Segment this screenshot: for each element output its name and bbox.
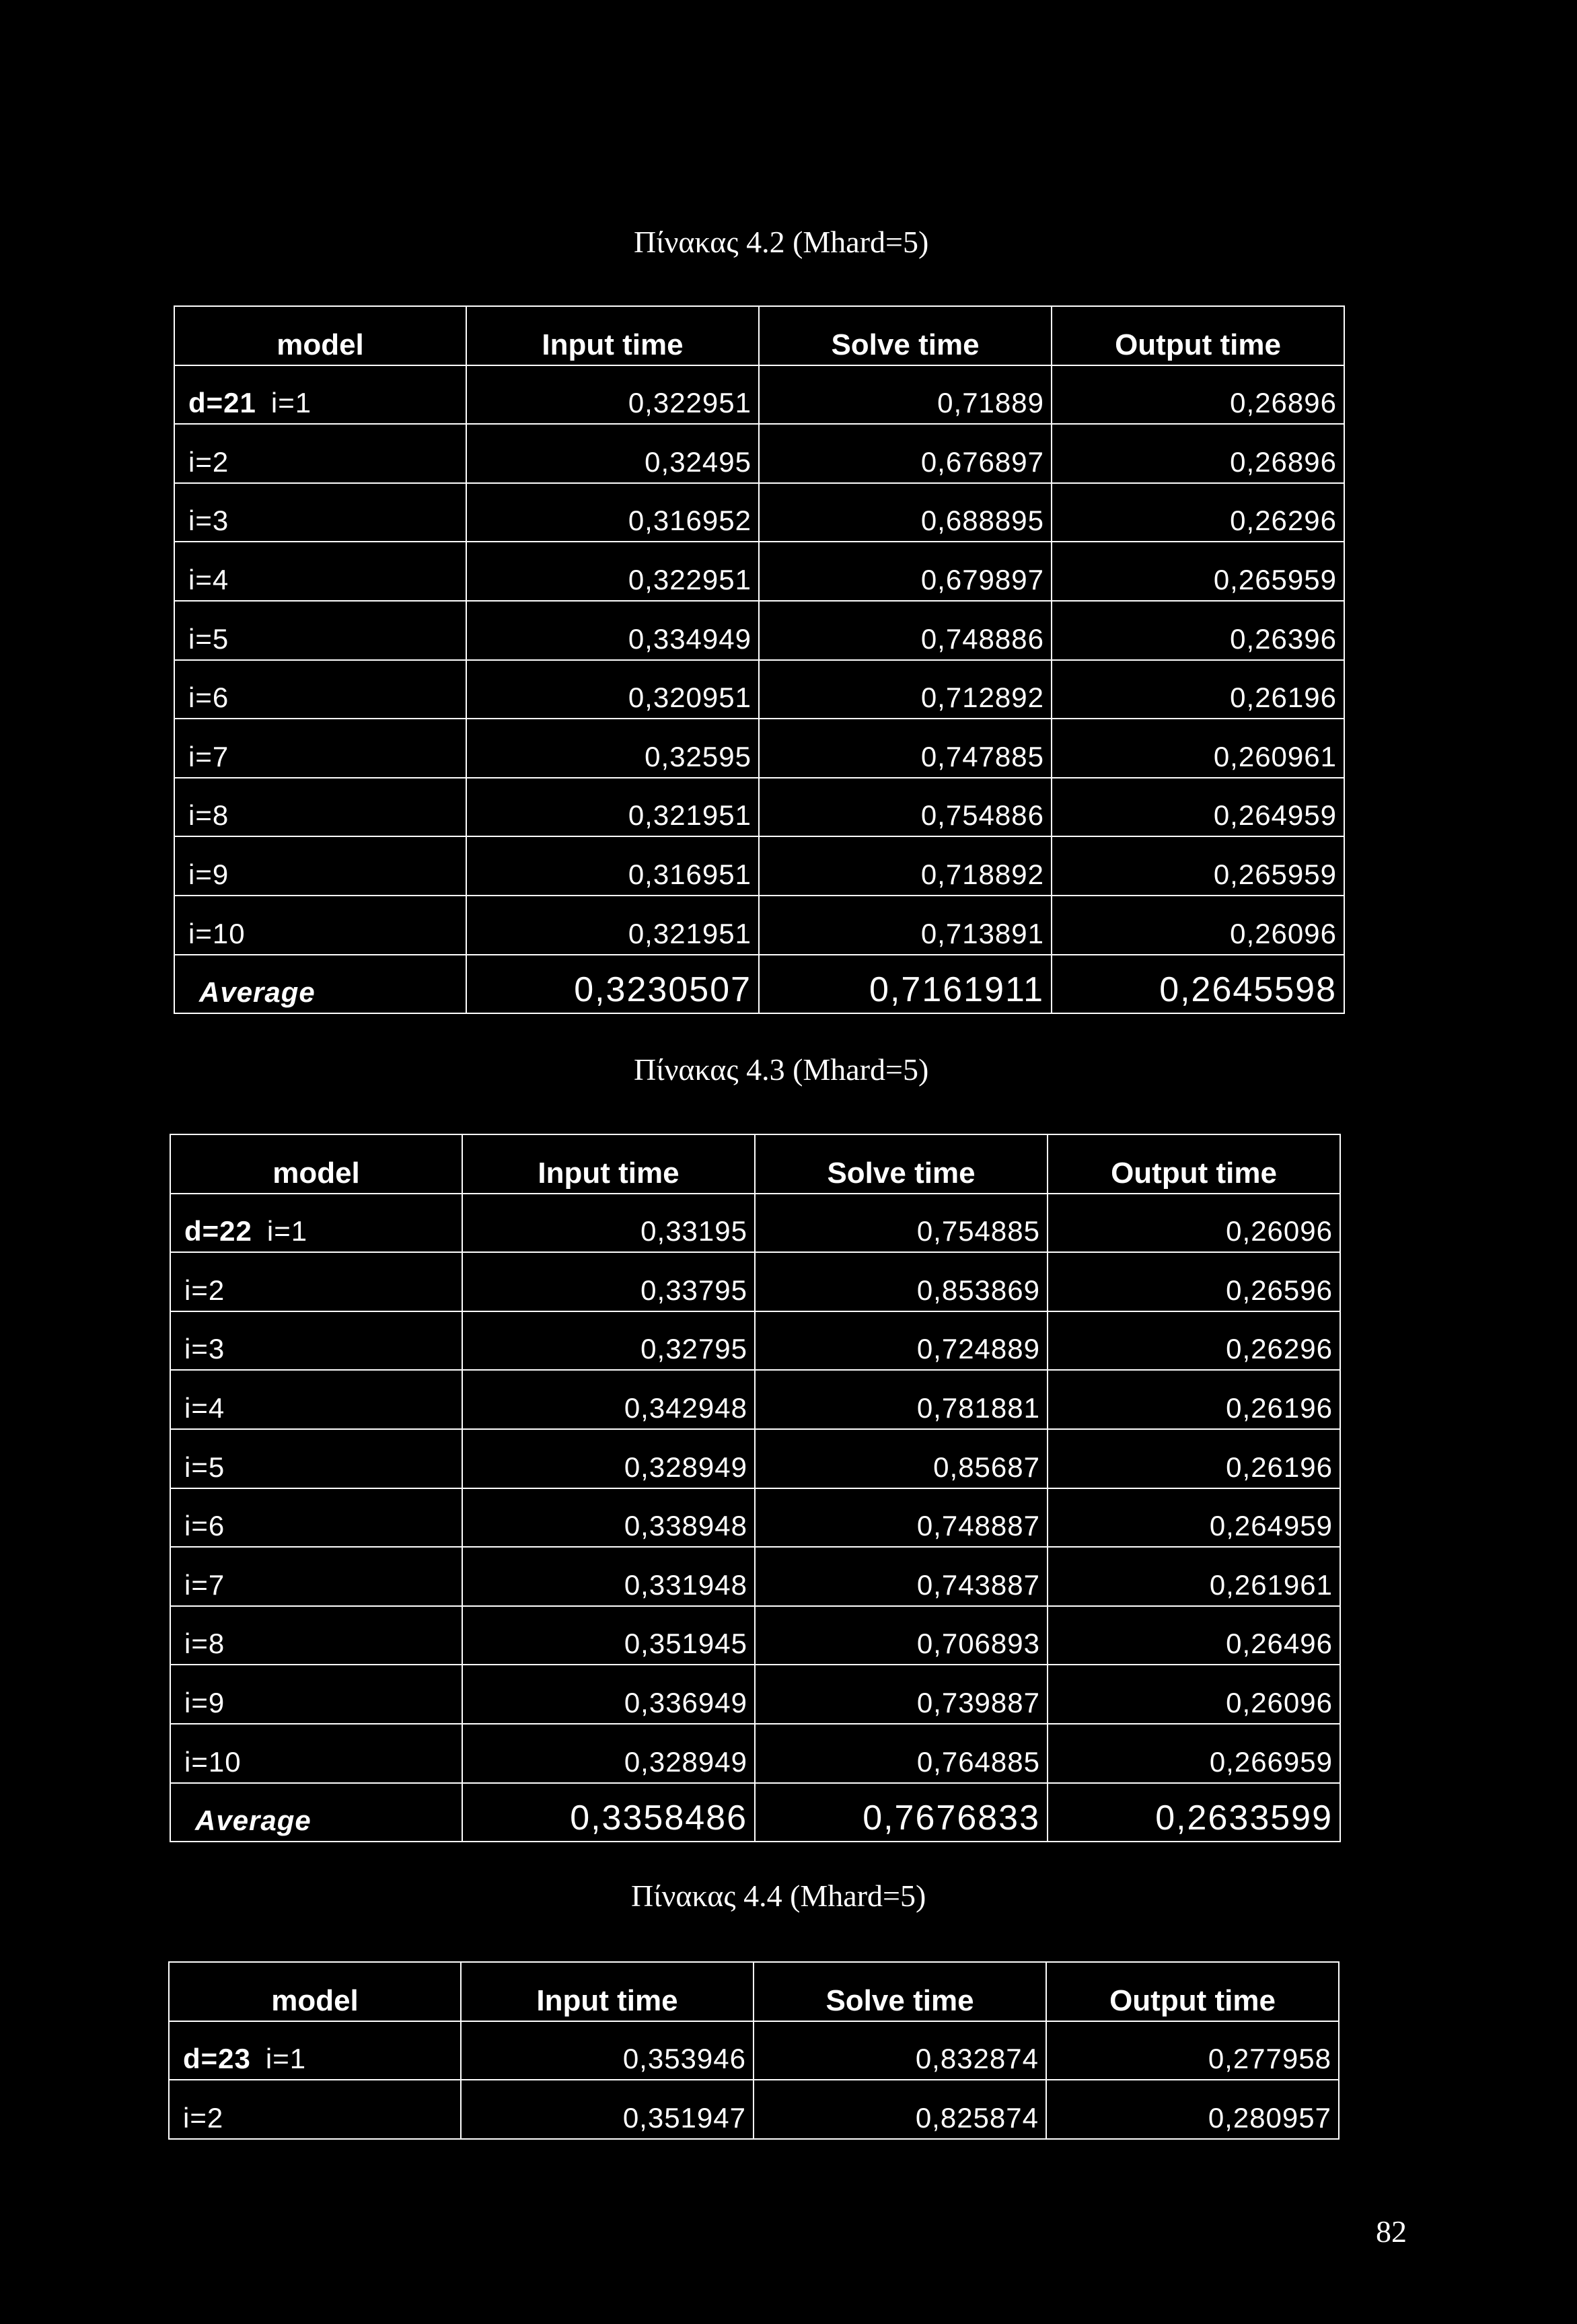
column-header-output-time: Output time bbox=[1046, 1962, 1339, 2021]
model-cell: i=5 bbox=[170, 1429, 462, 1488]
solve-time-cell: 0,754886 bbox=[759, 778, 1052, 837]
output-time-cell: 0,26196 bbox=[1048, 1429, 1340, 1488]
average-input-time: 0,3230507 bbox=[466, 955, 759, 1014]
model-cell: i=8 bbox=[170, 1606, 462, 1665]
iteration-label: i=1 bbox=[265, 2043, 307, 2075]
input-time-cell: 0,32495 bbox=[466, 424, 759, 483]
solve-time-cell: 0,71889 bbox=[759, 365, 1052, 425]
output-time-cell: 0,264959 bbox=[1048, 1488, 1340, 1548]
header-row bbox=[174, 306, 1344, 365]
output-time-cell: 0,26596 bbox=[1048, 1252, 1340, 1311]
model-cell: i=9 bbox=[174, 836, 466, 896]
average-row bbox=[170, 1783, 1340, 1842]
solve-time-cell: 0,712892 bbox=[759, 660, 1052, 719]
column-header-model: model bbox=[174, 306, 466, 365]
input-time-cell: 0,342948 bbox=[462, 1370, 755, 1429]
table-row bbox=[174, 660, 1344, 719]
table-row bbox=[170, 1194, 1340, 1253]
model-cell: i=7 bbox=[170, 1547, 462, 1606]
input-time-cell: 0,316951 bbox=[466, 836, 759, 896]
model-cell bbox=[174, 365, 466, 425]
column-header-input-time: Input time bbox=[466, 306, 759, 365]
output-time-cell: 0,277958 bbox=[1046, 2021, 1339, 2080]
page-number: 82 bbox=[1376, 2214, 1407, 2249]
table-row bbox=[174, 601, 1344, 660]
input-time-cell: 0,328949 bbox=[462, 1429, 755, 1488]
solve-time-cell: 0,676897 bbox=[759, 424, 1052, 483]
column-header-model: model bbox=[169, 1962, 461, 2021]
output-time-cell: 0,26296 bbox=[1052, 483, 1344, 542]
solve-time-cell: 0,853869 bbox=[755, 1252, 1048, 1311]
average-input-time: 0,3358486 bbox=[462, 1783, 755, 1842]
table-caption: Πίνακας 4.3 (Mhard=5) bbox=[634, 1052, 929, 1087]
model-cell: i=5 bbox=[174, 601, 466, 660]
solve-time-cell: 0,713891 bbox=[759, 896, 1052, 955]
average-label: Average bbox=[170, 1783, 462, 1842]
solve-time-cell: 0,832874 bbox=[754, 2021, 1046, 2080]
solve-time-cell: 0,781881 bbox=[755, 1370, 1048, 1429]
header-row bbox=[170, 1134, 1340, 1194]
table-row bbox=[174, 483, 1344, 542]
table-row bbox=[170, 1429, 1340, 1488]
input-time-cell: 0,328949 bbox=[462, 1724, 755, 1783]
average-label: Average bbox=[174, 955, 466, 1014]
output-time-cell: 0,26196 bbox=[1052, 660, 1344, 719]
dimension-label: d=22 bbox=[184, 1215, 252, 1247]
output-time-cell: 0,264959 bbox=[1052, 778, 1344, 837]
header-row bbox=[169, 1962, 1339, 2021]
output-time-cell: 0,26296 bbox=[1048, 1311, 1340, 1371]
output-time-cell: 0,26096 bbox=[1048, 1665, 1340, 1724]
table-row bbox=[174, 836, 1344, 896]
table-row bbox=[174, 896, 1344, 955]
table-caption: Πίνακας 4.2 (Mhard=5) bbox=[634, 225, 929, 259]
table-row bbox=[174, 719, 1344, 778]
timing-table bbox=[168, 1961, 1340, 2140]
model-cell: i=6 bbox=[170, 1488, 462, 1548]
solve-time-cell: 0,718892 bbox=[759, 836, 1052, 896]
solve-time-cell: 0,688895 bbox=[759, 483, 1052, 542]
table-row bbox=[170, 1724, 1340, 1783]
model-cell: i=8 bbox=[174, 778, 466, 837]
column-header-solve-time: Solve time bbox=[755, 1134, 1048, 1194]
output-time-cell: 0,266959 bbox=[1048, 1724, 1340, 1783]
model-cell: i=7 bbox=[174, 719, 466, 778]
output-time-cell: 0,26096 bbox=[1052, 896, 1344, 955]
column-header-solve-time: Solve time bbox=[754, 1962, 1046, 2021]
input-time-cell: 0,322951 bbox=[466, 365, 759, 425]
model-cell: i=10 bbox=[174, 896, 466, 955]
average-solve-time: 0,7161911 bbox=[759, 955, 1052, 1014]
output-time-cell: 0,265959 bbox=[1052, 542, 1344, 601]
timing-table bbox=[174, 305, 1345, 1014]
average-solve-time: 0,7676833 bbox=[755, 1783, 1048, 1842]
output-time-cell: 0,280957 bbox=[1046, 2080, 1339, 2139]
model-cell: i=2 bbox=[169, 2080, 461, 2139]
column-header-model: model bbox=[170, 1134, 462, 1194]
table-row bbox=[169, 2080, 1339, 2139]
input-time-cell: 0,32595 bbox=[466, 719, 759, 778]
model-cell bbox=[169, 2021, 461, 2080]
input-time-cell: 0,336949 bbox=[462, 1665, 755, 1724]
input-time-cell: 0,351947 bbox=[461, 2080, 754, 2139]
table-row bbox=[170, 1370, 1340, 1429]
input-time-cell: 0,334949 bbox=[466, 601, 759, 660]
model-cell: i=6 bbox=[174, 660, 466, 719]
solve-time-cell: 0,706893 bbox=[755, 1606, 1048, 1665]
input-time-cell: 0,33195 bbox=[462, 1194, 755, 1253]
table-row bbox=[174, 778, 1344, 837]
input-time-cell: 0,321951 bbox=[466, 896, 759, 955]
output-time-cell: 0,26096 bbox=[1048, 1194, 1340, 1253]
output-time-cell: 0,261961 bbox=[1048, 1547, 1340, 1606]
model-cell: i=2 bbox=[174, 424, 466, 483]
model-cell: i=9 bbox=[170, 1665, 462, 1724]
table-caption: Πίνακας 4.4 (Mhard=5) bbox=[631, 1879, 926, 1913]
input-time-cell: 0,33795 bbox=[462, 1252, 755, 1311]
model-cell: i=4 bbox=[174, 542, 466, 601]
input-time-cell: 0,331948 bbox=[462, 1547, 755, 1606]
column-header-output-time: Output time bbox=[1048, 1134, 1340, 1194]
average-output-time: 0,2645598 bbox=[1052, 955, 1344, 1014]
output-time-cell: 0,260961 bbox=[1052, 719, 1344, 778]
table-row bbox=[174, 424, 1344, 483]
solve-time-cell: 0,739887 bbox=[755, 1665, 1048, 1724]
output-time-cell: 0,26896 bbox=[1052, 365, 1344, 425]
input-time-cell: 0,320951 bbox=[466, 660, 759, 719]
dimension-label: d=21 bbox=[188, 387, 256, 419]
column-header-input-time: Input time bbox=[461, 1962, 754, 2021]
solve-time-cell: 0,724889 bbox=[755, 1311, 1048, 1371]
model-cell: i=3 bbox=[170, 1311, 462, 1371]
input-time-cell: 0,322951 bbox=[466, 542, 759, 601]
table-row bbox=[170, 1252, 1340, 1311]
solve-time-cell: 0,748886 bbox=[759, 601, 1052, 660]
model-cell: i=3 bbox=[174, 483, 466, 542]
input-time-cell: 0,316952 bbox=[466, 483, 759, 542]
table-row bbox=[170, 1488, 1340, 1548]
input-time-cell: 0,32795 bbox=[462, 1311, 755, 1371]
output-time-cell: 0,26896 bbox=[1052, 424, 1344, 483]
timing-table bbox=[170, 1134, 1341, 1842]
iteration-label: i=1 bbox=[270, 387, 312, 419]
solve-time-cell: 0,825874 bbox=[754, 2080, 1046, 2139]
model-cell: i=10 bbox=[170, 1724, 462, 1783]
input-time-cell: 0,351945 bbox=[462, 1606, 755, 1665]
table-row bbox=[170, 1547, 1340, 1606]
table-row bbox=[174, 365, 1344, 425]
model-cell bbox=[170, 1194, 462, 1253]
solve-time-cell: 0,764885 bbox=[755, 1724, 1048, 1783]
solve-time-cell: 0,747885 bbox=[759, 719, 1052, 778]
output-time-cell: 0,265959 bbox=[1052, 836, 1344, 896]
input-time-cell: 0,321951 bbox=[466, 778, 759, 837]
model-cell: i=2 bbox=[170, 1252, 462, 1311]
table-row bbox=[170, 1311, 1340, 1371]
solve-time-cell: 0,748887 bbox=[755, 1488, 1048, 1548]
table-row bbox=[170, 1606, 1340, 1665]
dimension-label: d=23 bbox=[183, 2043, 251, 2075]
table-row bbox=[174, 542, 1344, 601]
output-time-cell: 0,26396 bbox=[1052, 601, 1344, 660]
input-time-cell: 0,338948 bbox=[462, 1488, 755, 1548]
average-output-time: 0,2633599 bbox=[1048, 1783, 1340, 1842]
output-time-cell: 0,26196 bbox=[1048, 1370, 1340, 1429]
output-time-cell: 0,26496 bbox=[1048, 1606, 1340, 1665]
table-row bbox=[169, 2021, 1339, 2080]
iteration-label: i=1 bbox=[266, 1215, 308, 1247]
table-row bbox=[170, 1665, 1340, 1724]
column-header-solve-time: Solve time bbox=[759, 306, 1052, 365]
solve-time-cell: 0,743887 bbox=[755, 1547, 1048, 1606]
solve-time-cell: 0,754885 bbox=[755, 1194, 1048, 1253]
column-header-output-time: Output time bbox=[1052, 306, 1344, 365]
model-cell: i=4 bbox=[170, 1370, 462, 1429]
solve-time-cell: 0,679897 bbox=[759, 542, 1052, 601]
column-header-input-time: Input time bbox=[462, 1134, 755, 1194]
input-time-cell: 0,353946 bbox=[461, 2021, 754, 2080]
average-row bbox=[174, 955, 1344, 1014]
solve-time-cell: 0,85687 bbox=[755, 1429, 1048, 1488]
